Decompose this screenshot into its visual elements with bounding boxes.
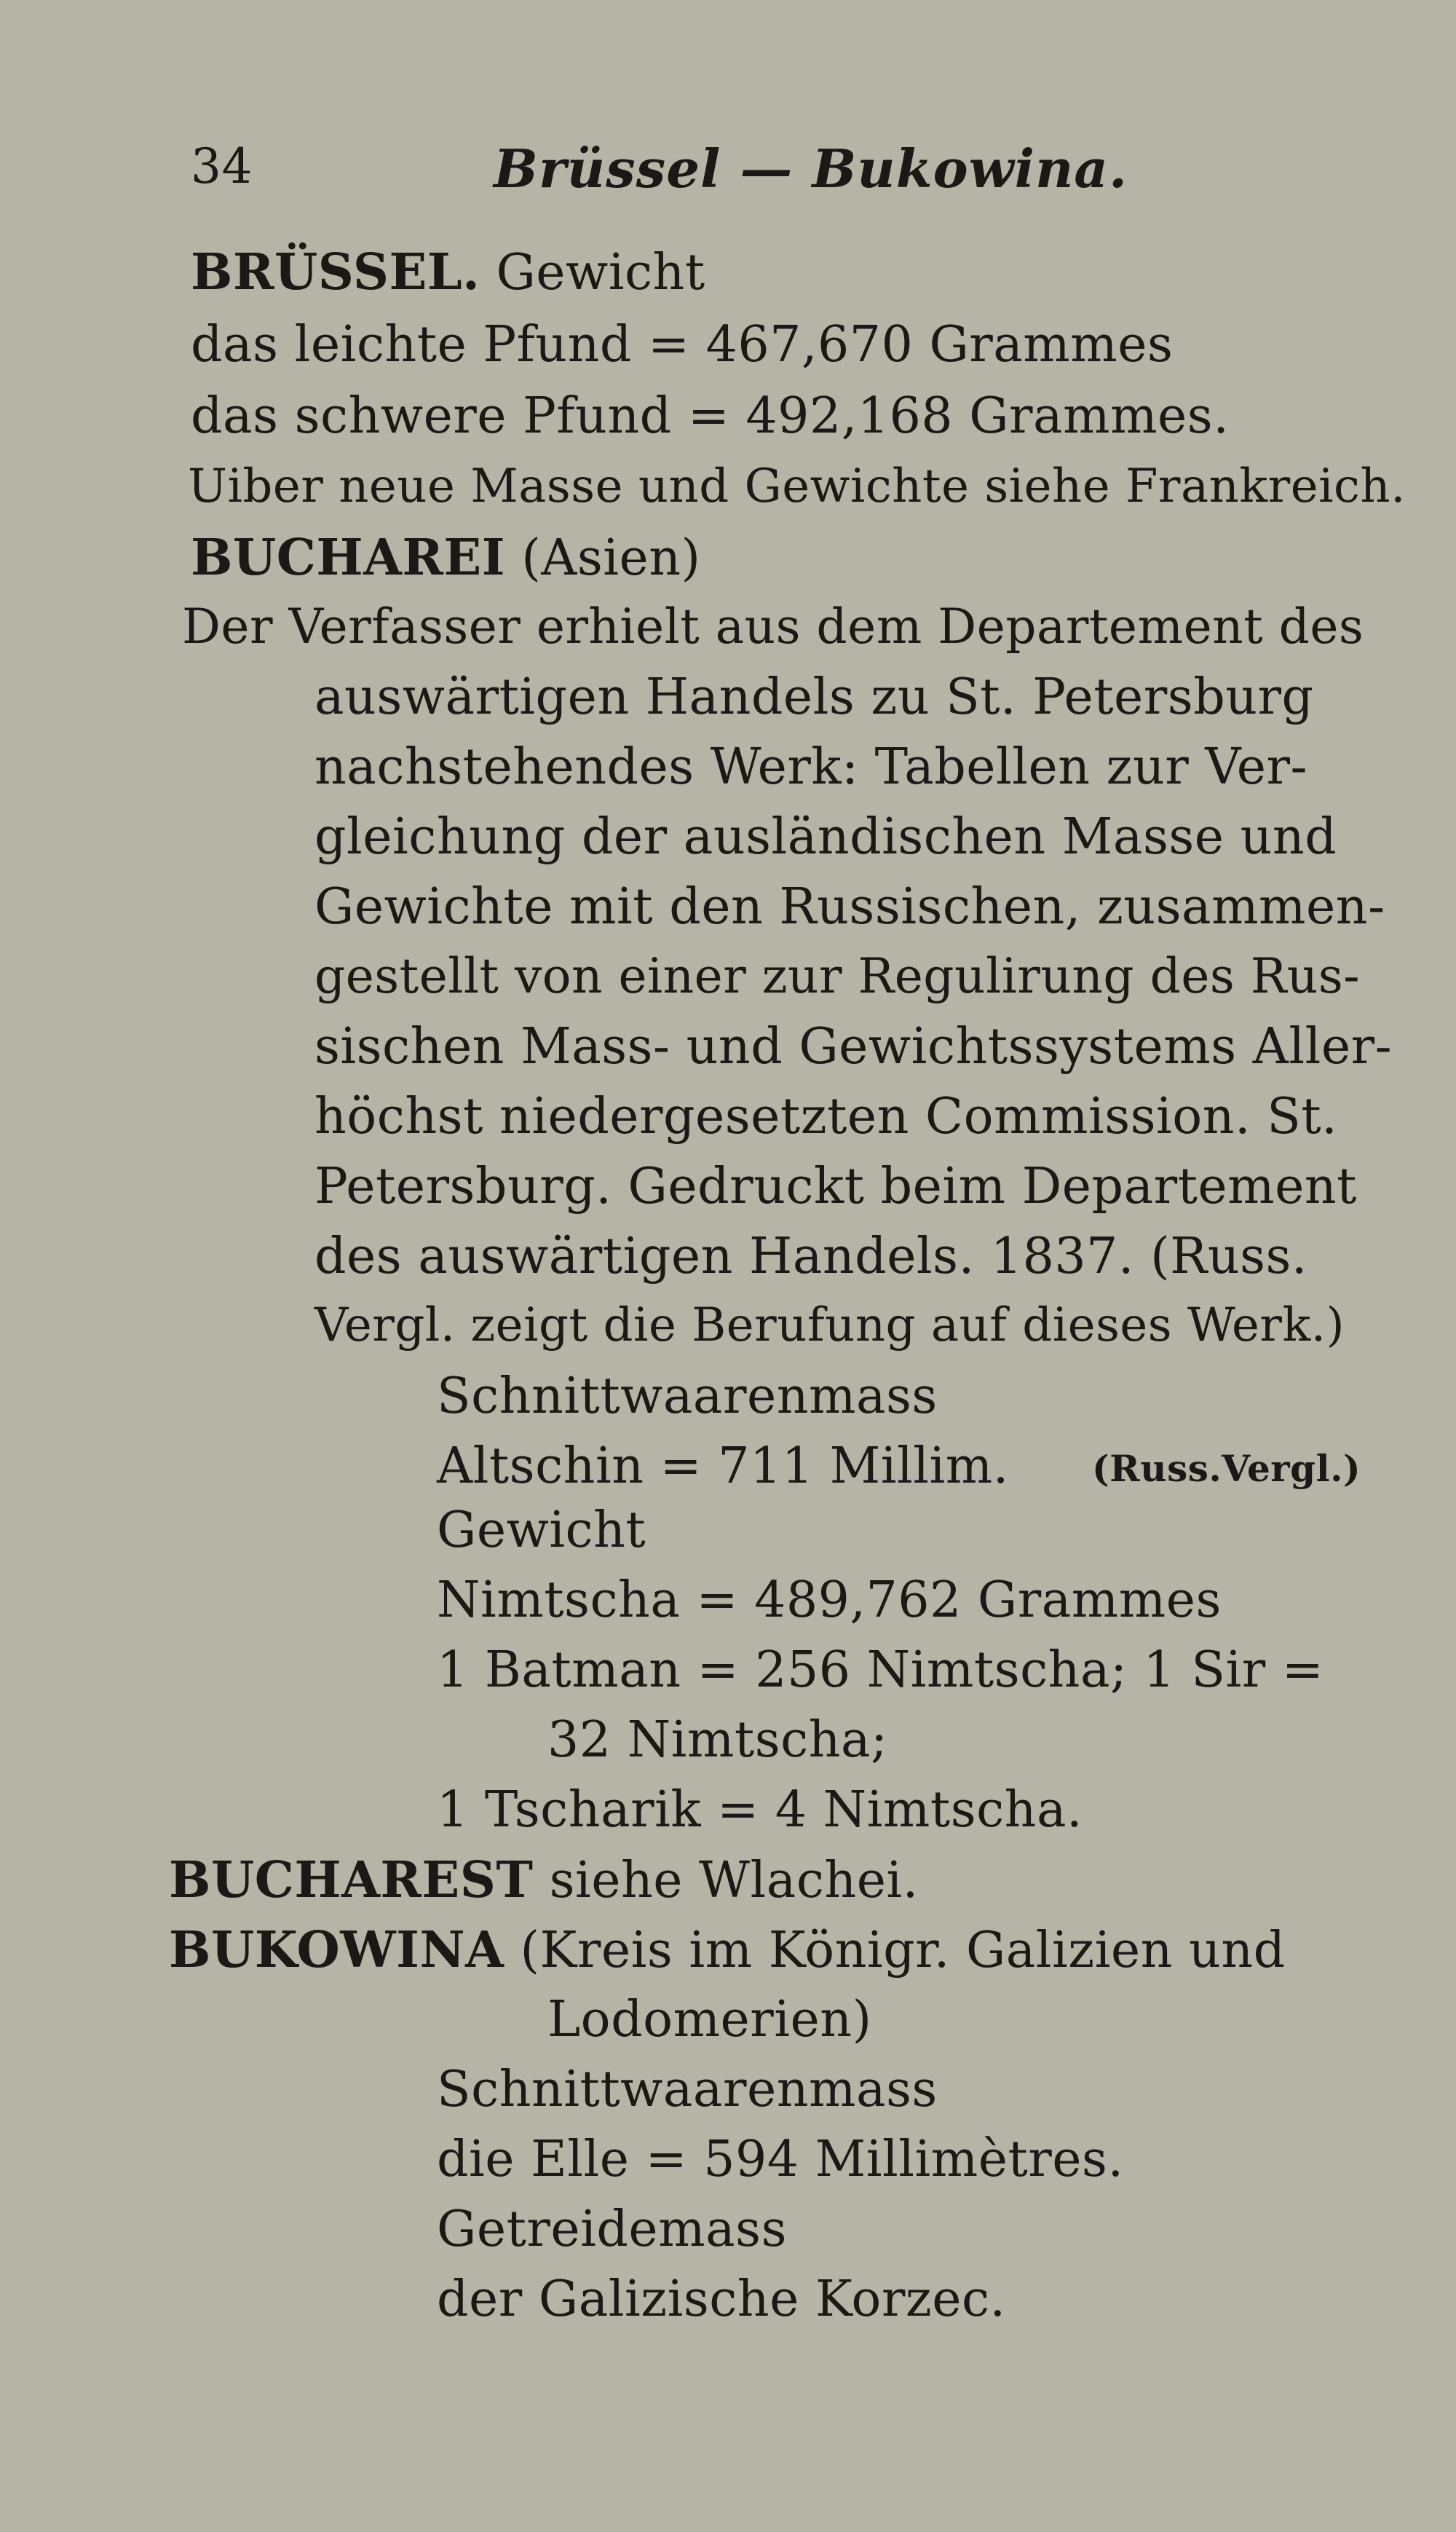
measure-nimtscha: Nimtscha = 489,762 Grammes xyxy=(437,1571,1222,1629)
measure-korzec: der Galizische Korzec. xyxy=(437,2271,1006,2328)
entry-heading: BUCHAREI xyxy=(191,529,506,587)
text-line: gleichung der ausländischen Masse und xyxy=(314,808,1337,866)
entry-region: (Asien) xyxy=(521,529,701,587)
text-line: auswärtigen Handels zu St. Petersburg xyxy=(314,669,1314,726)
entry-brussel xyxy=(191,243,705,301)
text-line: des auswärtigen Handels. 1837. (Russ. xyxy=(314,1228,1308,1285)
cross-reference: siehe Wlachei. xyxy=(549,1852,919,1909)
entry-heading: BRÜSSEL. xyxy=(191,243,480,301)
entry-bukowina xyxy=(169,1921,1286,1979)
section-label-cloth: Schnittwaarenmass xyxy=(437,2061,938,2118)
text-line: Uiber neue Masse und Gewichte siehe Frankreich. xyxy=(188,460,1406,513)
reference-note: (Russ.Vergl.) xyxy=(1092,1447,1361,1490)
text-line: Der Verfasser erhielt aus dem Departement des xyxy=(182,599,1364,655)
entry-region: (Kreis im Königr. Galizien und xyxy=(520,1922,1286,1979)
text-line: das leichte Pfund = 467,670 Grammes xyxy=(191,316,1174,374)
text-line: sischen Mass- und Gewichtssystems Aller- xyxy=(314,1018,1393,1076)
running-title: Brüssel — Bukowina. xyxy=(494,138,1128,200)
section-label-grain: Getreidemass xyxy=(437,2201,787,2258)
entry-region-cont: Lodomerien) xyxy=(547,1991,872,2048)
measure-altschin: Altschin = 711 Millim. xyxy=(437,1437,1009,1495)
measure-batman: 1 Batman = 256 Nimtscha; 1 Sir = xyxy=(437,1641,1324,1699)
text-line: höchst niedergesetzten Commission. St. xyxy=(314,1088,1338,1145)
entry-heading: BUCHAREST xyxy=(169,1851,534,1909)
measure-tscharik: 1 Tscharik = 4 Nimtscha. xyxy=(437,1781,1083,1839)
text-line: Vergl. zeigt die Berufung auf dieses Werk.) xyxy=(314,1298,1345,1352)
text-line: Gewichte mit den Russischen, zusammen- xyxy=(314,878,1385,936)
entry-heading: BUKOWINA xyxy=(169,1921,505,1979)
text-line: Petersburg. Gedruckt beim Departement xyxy=(314,1158,1357,1215)
text-line: das schwere Pfund = 492,168 Grammes. xyxy=(191,387,1230,445)
text-line: nachstehendes Werk: Tabellen zur Ver- xyxy=(314,738,1307,796)
measure-batman-cont: 32 Nimtscha; xyxy=(547,1711,888,1769)
entry-bucharei xyxy=(191,529,701,587)
section-label-cloth: Schnittwaarenmass xyxy=(437,1368,938,1425)
page-number: 34 xyxy=(191,138,253,194)
section-label: Gewicht xyxy=(496,244,705,301)
entry-bucharest xyxy=(169,1851,919,1909)
section-label-weight: Gewicht xyxy=(437,1502,646,1559)
text-line: gestellt von einer zur Regulirung des Rus- xyxy=(314,948,1361,1004)
measure-elle: die Elle = 594 Millimètres. xyxy=(437,2131,1124,2188)
